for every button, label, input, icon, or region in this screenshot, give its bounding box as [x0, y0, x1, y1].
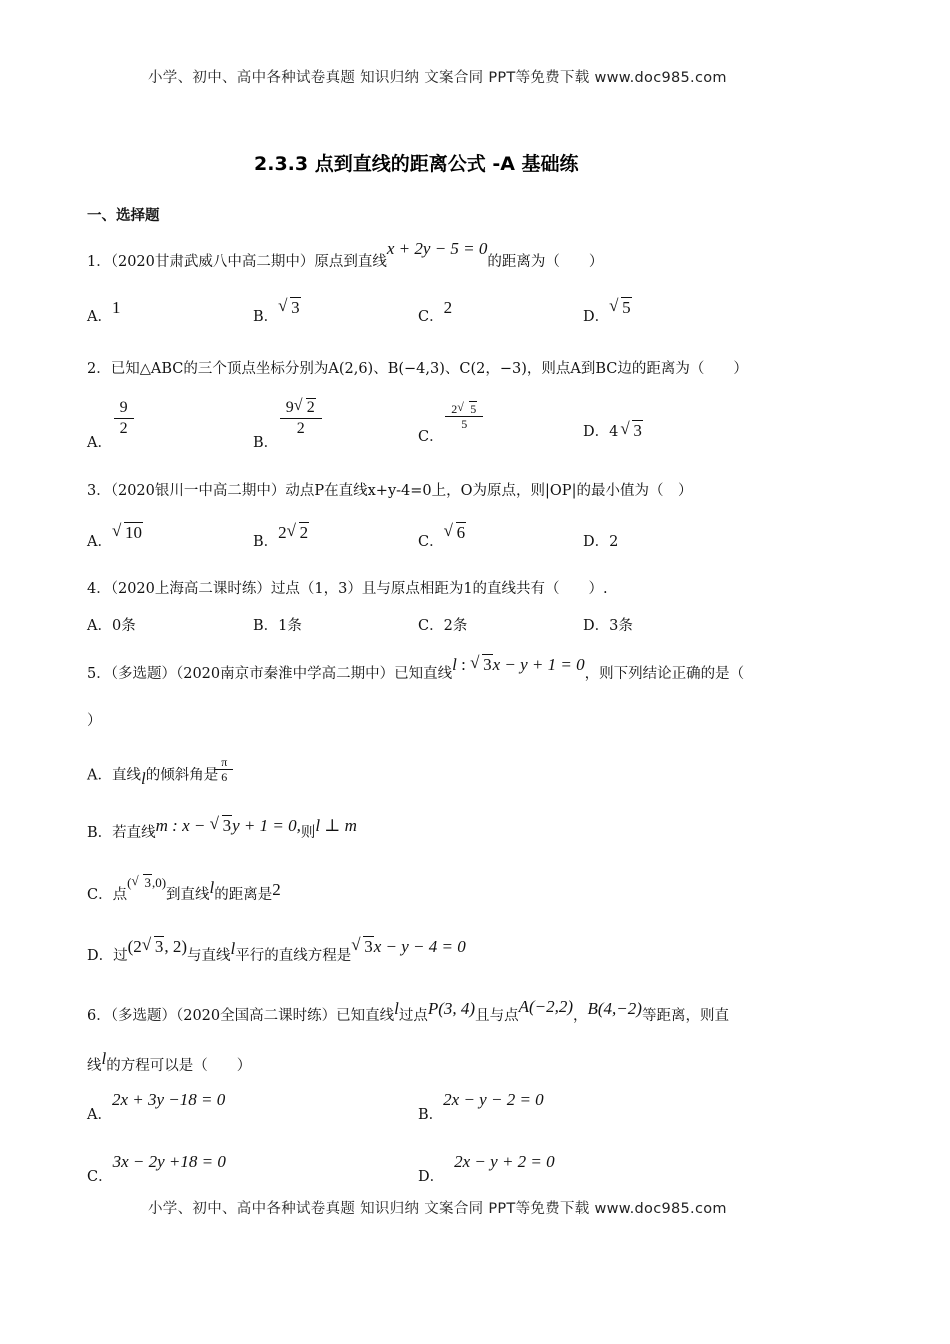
q1-option-b[interactable]: [253, 298, 301, 326]
q5-option-d-text-a: 与直线: [186, 948, 231, 964]
q2-option-d-label: D．: [583, 424, 610, 440]
q4-option-d[interactable]: [583, 614, 633, 635]
q4-option-b[interactable]: [253, 614, 302, 635]
question-2: 2．已知△ABC的三个顶点坐标分别为A(2,6)、B(−4,3)、C(2，−3)，则点A到BC边的距离为（ ）: [87, 361, 748, 377]
question-3: 3．（2020银川一中高二期中）动点P在直线x+y-4=0上，O为原点，则|OP|的最小值为（ ）: [87, 483, 693, 499]
q4-option-d-value: 3条: [609, 618, 633, 634]
q3-option-b[interactable]: [253, 523, 309, 551]
q1-option-a[interactable]: [87, 298, 121, 326]
q2-option-d-coef: 4: [609, 424, 619, 440]
q5-option-b-perp: l ⊥ m: [315, 816, 357, 835]
q6-option-a-label: A．: [87, 1107, 112, 1123]
q5-option-c-text-b: 的距离是: [214, 887, 273, 903]
q5-text-b: ，则下列结论正确的是（: [584, 666, 745, 682]
q6-option-a-equation: 2x + 3y −18 = 0: [111, 1090, 226, 1109]
q5-option-c[interactable]: [87, 875, 281, 904]
q4-option-c[interactable]: [418, 614, 467, 635]
q3-option-d-label: D．: [583, 534, 610, 550]
q2-option-c-fraction: $\frac{2√ 5}{5}$: [448, 402, 480, 431]
q1-option-a-label: A．: [87, 309, 112, 325]
q2-option-c[interactable]: [418, 398, 480, 445]
q6-option-d-equation: 2x − y + 2 = 0: [454, 1152, 555, 1171]
q2-option-d-radical: √ 3: [620, 421, 643, 441]
q6-line-2: [87, 1049, 252, 1076]
q6-point-a: A(−2,2): [518, 997, 574, 1016]
q3-option-b-label: B．: [253, 534, 279, 550]
q4-option-a-value: 0条: [111, 618, 136, 634]
q4-option-b-label: B．: [253, 618, 279, 634]
question-5: [87, 655, 745, 684]
q1-option-b-label: B．: [253, 309, 279, 325]
q6-option-a[interactable]: [87, 1090, 226, 1124]
q5-option-c-point: (√ 3,0): [127, 875, 166, 890]
q5-option-a-label: A．直线: [87, 767, 141, 784]
q6-option-b-label: B．: [418, 1107, 444, 1123]
q1-option-d-value: √ 5: [609, 298, 632, 318]
q4-option-a[interactable]: [87, 614, 136, 635]
q4-option-b-value: 1条: [278, 618, 302, 634]
question-6: [87, 997, 729, 1026]
q4-option-d-label: D．: [583, 618, 610, 634]
q6-option-b-equation: 2x − y − 2 = 0: [443, 1090, 544, 1109]
q2-option-b[interactable]: [253, 398, 319, 451]
q2-option-b-label: B．: [253, 434, 279, 451]
q5-equation: l : √ 3x − y + 1 = 0: [452, 655, 584, 674]
q5-text-a: 5．（多选题）（2020南京市秦淮中学高二期中）已知直线: [87, 666, 453, 682]
q6-text-c: 且与点: [475, 1008, 519, 1024]
q6-point-p: P(3, 4): [427, 999, 476, 1018]
q3-option-c-value: √ 6: [444, 523, 467, 543]
q3-option-b-radical: √ 2: [287, 523, 310, 543]
q6-text-b: 过点: [398, 1008, 428, 1024]
q2-option-a-label: A．: [87, 434, 112, 451]
q1-option-b-value: √ 3: [278, 298, 301, 318]
q4-option-c-label: C．: [418, 618, 444, 634]
q5-option-c-value: 2: [272, 880, 281, 899]
q4-option-a-label: A．: [87, 618, 112, 634]
q3-option-a-label: A．: [87, 534, 112, 550]
q1-option-d-label: D．: [583, 309, 610, 325]
q5-option-c-l: l: [209, 878, 215, 897]
q5-option-d-l: l: [230, 939, 236, 958]
q1-option-c-label: C．: [418, 309, 444, 325]
q5-option-c-text-a: 到直线: [166, 887, 210, 903]
q5-option-d-label: D．过: [87, 948, 128, 964]
q6-l: l: [394, 999, 399, 1018]
q5-option-d-point: (2√ 3, 2): [128, 937, 187, 956]
q3-option-b-coef: 2: [278, 523, 287, 542]
q1-equation: x + 2y − 5 = 0: [386, 239, 488, 258]
q6-text-e: 等距离，则直: [641, 1008, 729, 1024]
q3-option-c-label: C．: [418, 534, 444, 550]
q1-option-a-value: 1: [111, 298, 121, 317]
q1-option-d[interactable]: [583, 298, 632, 326]
q5-option-d[interactable]: [87, 937, 466, 965]
q3-option-a-value: √ 10: [112, 523, 143, 543]
q6-line-2-b: 的方程可以是（ ）: [106, 1058, 252, 1074]
q5-option-b-label: B．若直线: [87, 825, 156, 841]
q3-option-a[interactable]: [87, 523, 143, 551]
q5-option-c-label: C．点: [87, 887, 128, 903]
q5-option-a[interactable]: [87, 755, 230, 790]
q3-option-d-value: 2: [609, 534, 619, 550]
q6-option-d-label: D．: [418, 1169, 445, 1185]
q5-option-d-text-b: 平行的直线方程是: [235, 948, 352, 964]
q6-option-d[interactable]: [418, 1152, 555, 1186]
q5-option-a-fraction: $\frac{\pi}{6}$: [218, 755, 230, 784]
q2-option-a[interactable]: [87, 398, 131, 451]
q6-option-c-label: C．: [87, 1169, 113, 1185]
page-title: 2.3.3 点到直线的距离公式 -A 基础练: [254, 153, 579, 175]
q5-line-2: ）: [87, 713, 102, 729]
q5-option-b-text: 则: [300, 825, 316, 841]
q2-option-b-fraction: $\frac{9√ 2}{2}$: [283, 398, 319, 439]
header-banner: 小学、初中、高中各种试卷真题 知识归纳 文案合同 PPT等免费下载 www.doc985.com: [148, 70, 727, 86]
q5-option-a-text: 的倾斜角是: [145, 767, 219, 784]
q1-text-b: 的距离为（ ）: [487, 254, 604, 270]
q6-text-d: ，: [573, 1008, 588, 1024]
q2-option-d[interactable]: [583, 420, 643, 441]
q5-option-d-equation: √ 3x − y − 4 = 0: [351, 937, 466, 956]
footer-banner: 小学、初中、高中各种试卷真题 知识归纳 文案合同 PPT等免费下载 www.doc985.com: [148, 1201, 727, 1217]
q6-text-a: 6．（多选题）（2020全国高二课时练）已知直线: [87, 1008, 395, 1024]
section-heading: 一、选择题: [87, 208, 160, 224]
q2-option-a-fraction: $\frac{9}{2}$: [117, 398, 131, 439]
q6-option-c[interactable]: [87, 1152, 226, 1186]
q2-option-c-label: C．: [418, 428, 444, 445]
q1-option-c-value: 2: [443, 298, 453, 317]
question-1: [87, 239, 604, 272]
q3-option-d[interactable]: [583, 530, 618, 551]
q6-line-2-l: l: [101, 1049, 107, 1068]
q3-option-c[interactable]: [418, 523, 466, 551]
q6-line-2-a: 线: [87, 1058, 102, 1074]
q5-option-a-l: l: [140, 768, 146, 788]
q4-option-c-value: 2条: [443, 618, 468, 634]
q5-option-b-equation: m : x − √ 3y + 1 = 0,: [156, 816, 301, 835]
q6-option-c-equation: 3x − 2y +18 = 0: [112, 1152, 226, 1171]
q1-text-a: 1．（2020甘肃武威八中高二期中）原点到直线: [87, 254, 387, 270]
q6-option-b[interactable]: [418, 1090, 544, 1124]
question-4: 4．（2020上海高二课时练）过点（1，3）且与原点相距为1的直线共有（ ）.: [87, 581, 608, 597]
q1-option-c[interactable]: [418, 298, 453, 326]
q5-option-b[interactable]: [87, 816, 357, 842]
q6-point-b: B(4,−2): [587, 999, 642, 1018]
